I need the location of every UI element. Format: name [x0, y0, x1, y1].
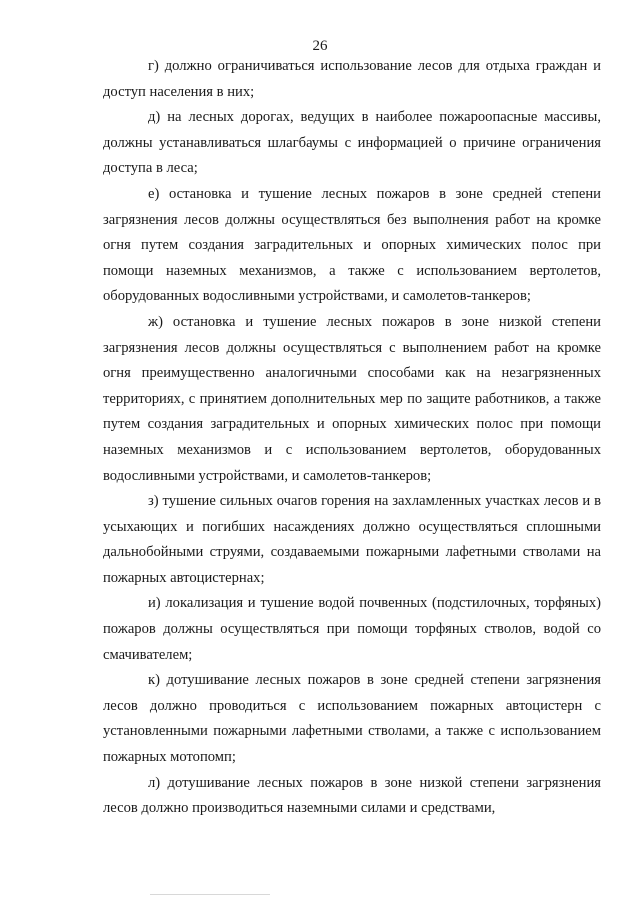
- paragraph-l: л) дотушивание лесных пожаров в зоне низкой степени загрязнения лесов должно производиться наземными силами и средствами,: [103, 774, 601, 817]
- paragraph-zh: ж) остановка и тушение лесных пожаров в зоне низкой степени загрязнения лесов должны осуществляться с выполнением работ на кромке огня преимущественно аналогичными способами как на незагрязненных территориях, с принятием дополнительных мер по защите работников, а также путем создания заградительных и опорных химических полос при помощи наземных механизмов и с использованием вертолетов, оборудованных водосливными устройствами, и самолетов-танкеров;: [103, 313, 601, 484]
- page-number: 26: [312, 38, 328, 54]
- paragraph-z: з) тушение сильных очагов горения на захламленных участках лесов и в усыхающих и погибших насаждениях должно осуществляться сплошными дальнобойными струями, создаваемыми пожарными лафетными стволами на пожарных автоцистернах;: [103, 493, 601, 586]
- paragraph-i: и) локализация и тушение водой почвенных (подстилочных, торфяных) пожаров должны осуществляться при помощи торфяных стволов, водой со смачивателем;: [103, 595, 601, 663]
- paragraph-g: г) должно ограничиваться использование лесов для отдыха граждан и доступ населения в них;: [103, 58, 601, 100]
- document-body: [103, 54, 601, 822]
- paragraph-d: д) на лесных дорогах, ведущих в наиболее пожароопасные массивы, должны устанавливаться шлагбаумы с информацией о причине ограничения доступа в леса;: [103, 109, 601, 177]
- scan-edge-line: [150, 894, 270, 895]
- paragraph-k: к) дотушивание лесных пожаров в зоне средней степени загрязнения лесов должно проводиться с использованием пожарных автоцистерн с установленными пожарными лафетными стволами, а также с использованием пожарных мотопомп;: [103, 672, 601, 766]
- paragraph-e: е) остановка и тушение лесных пожаров в зоне средней степени загрязнения лесов должны осуществляться без выполнения работ на кромке огня путем создания заградительных и опорных химических полос при помощи наземных механизмов, а также с использованием вертолетов, оборудованных водосливными устройствами, и самолетов-танкеров;: [103, 185, 601, 305]
